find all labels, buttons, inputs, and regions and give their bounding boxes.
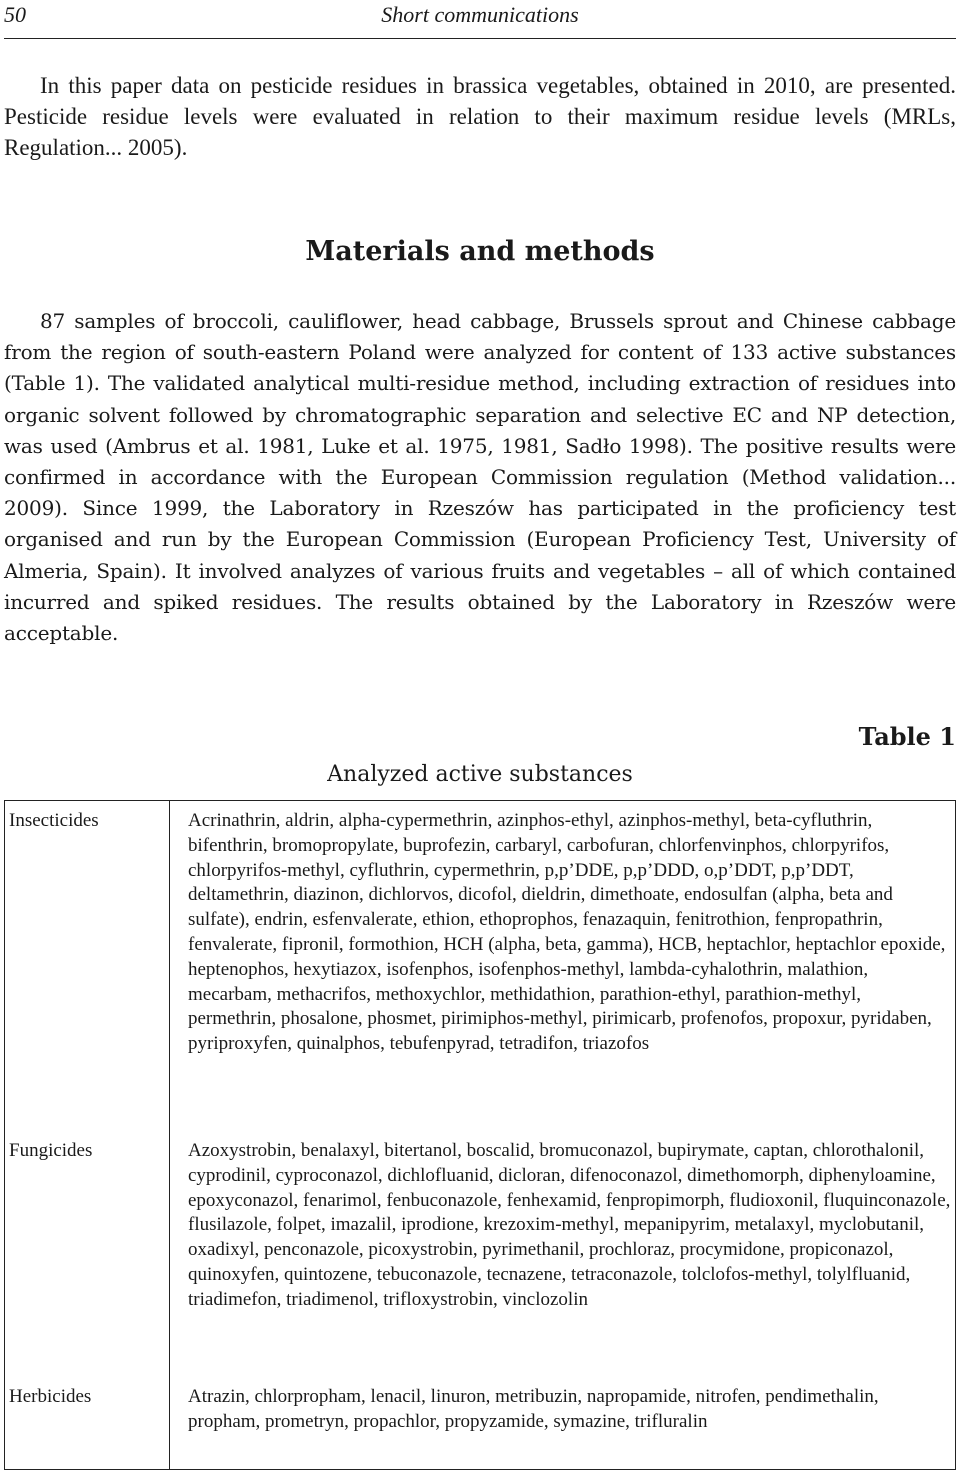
page-header: [4, 0, 956, 39]
page-number: 50: [4, 2, 26, 27]
substances-fungicides: Azoxystrobin, benalaxyl, bitertanol, boscalid, bromuconazol, bupirymate, captan, chlorothalonil, cyprodinil, cyproconazol, dichlofluanid, dicloran, difenoconazol, dimethomorph, diphenyloamine, epoxyconazol, fenarimol, fenbuconazole, fenhexamid, fenpropimorph, fludioxonil, fluquinconazole, flusilazole, folpet, imazalil, iprodione, krezoxim-methyl, mepanipyrim, metalaxyl, myclobutanil, oxadixyl, penconazole, picoxystrobin, pyrimethanil, prochloraz, procymidone, propiconazol, quinoxyfen, quintozene, tebuconazole, tecnazene, tetraconazole, tolclofos-methyl, tolylfluanid, triadimefon, triadimenol, trifloxystrobin, vinclozolin: [188, 1140, 951, 1310]
section-heading: Materials and methods: [305, 236, 655, 267]
intro-paragraph: In this paper data on pesticide residues in brassica vegetables, obtained in 2010, are presented. Pesticide residue levels were evaluated in relation to their maximum residue levels (MRLs, Regulation... 2005).: [4, 73, 956, 160]
table-caption: Analyzed active substances: [327, 762, 633, 787]
category-fungicides: Fungicides: [9, 1140, 93, 1161]
methods-paragraph: 87 samples of broccoli, cauliflower, head cabbage, Brussels sprout and Chinese cabbage from the region of south-eastern Poland were analyzed for content of 133 active substances (Table 1). The validated analytical multi-residue method, including extraction of residues into organic solvent followed by chromatographic separation and selective EC and NP detection, was used (Ambrus et al. 1981, Luke et al. 1975, 1981, Sadło 1998). The positive results were confirmed in accordance with the European Commission regulation (Method validation... 2009). Since 1999, the Laboratory in Rzeszów has participated in the proficiency test organised and run by the European Commission (European Proficiency Test, University of Almeria, Spain). It involved analyzes of various fruits and vegetables – all of which contained incurred and spiked residues. The results obtained by the Laboratory in Rzeszów were acceptable.: [4, 309, 956, 646]
running-head: Short communications: [381, 2, 579, 27]
category-insecticides: Insecticides: [9, 810, 99, 831]
table-column-divider: [169, 801, 170, 1469]
substances-insecticides: Acrinathrin, aldrin, alpha-cypermethrin, azinphos-ethyl, azinphos-methyl, beta-cyfluthrin, bifenthrin, bromopropylate, buprofezin, carbaryl, carbofuran, chlorfenvinphos, chlorpyrifos, chlorpyrifos-methyl, cyfluthrin, cypermethrin, p,p’DDE, p,p’DDD, o,p’DDT, p,p’DDT, deltamethrin, diazinon, dichlorvos, dicofol, dieldrin, dimethoate, endosulfan (alpha, beta and sulfate), endrin, esfenvalerate, ethion, ethoprophos, fenazaquin, fenitrothion, fenpropathrin, fenvalerate, fipronil, formothion, HCH (alpha, beta, gamma), HCB, heptachlor, heptachlor epoxide, heptenophos, hexytiazox, isofenphos, isofenphos-methyl, lambda-cyhalothrin, malathion, mecarbam, methacrifos, methoxychlor, methidathion, parathion-ethyl, parathion-methyl, permethrin, phosalone, phosmet, pirimiphos-methyl, pirimicarb, profenofos, propoxur, pyridaben, pyriproxyfen, quinalphos, tebufenpyrad, tetradifon, triazofos: [188, 810, 946, 1055]
substances-table: [4, 800, 956, 1470]
substances-herbicides: Atrazin, chlorpropham, lenacil, linuron, metribuzin, napropamide, nitrofen, pendimethalin, propham, prometryn, propachlor, propyzamide, symazine, trifluralin: [188, 1386, 879, 1432]
table-label: Table 1: [858, 722, 956, 751]
category-herbicides: Herbicides: [9, 1386, 92, 1407]
